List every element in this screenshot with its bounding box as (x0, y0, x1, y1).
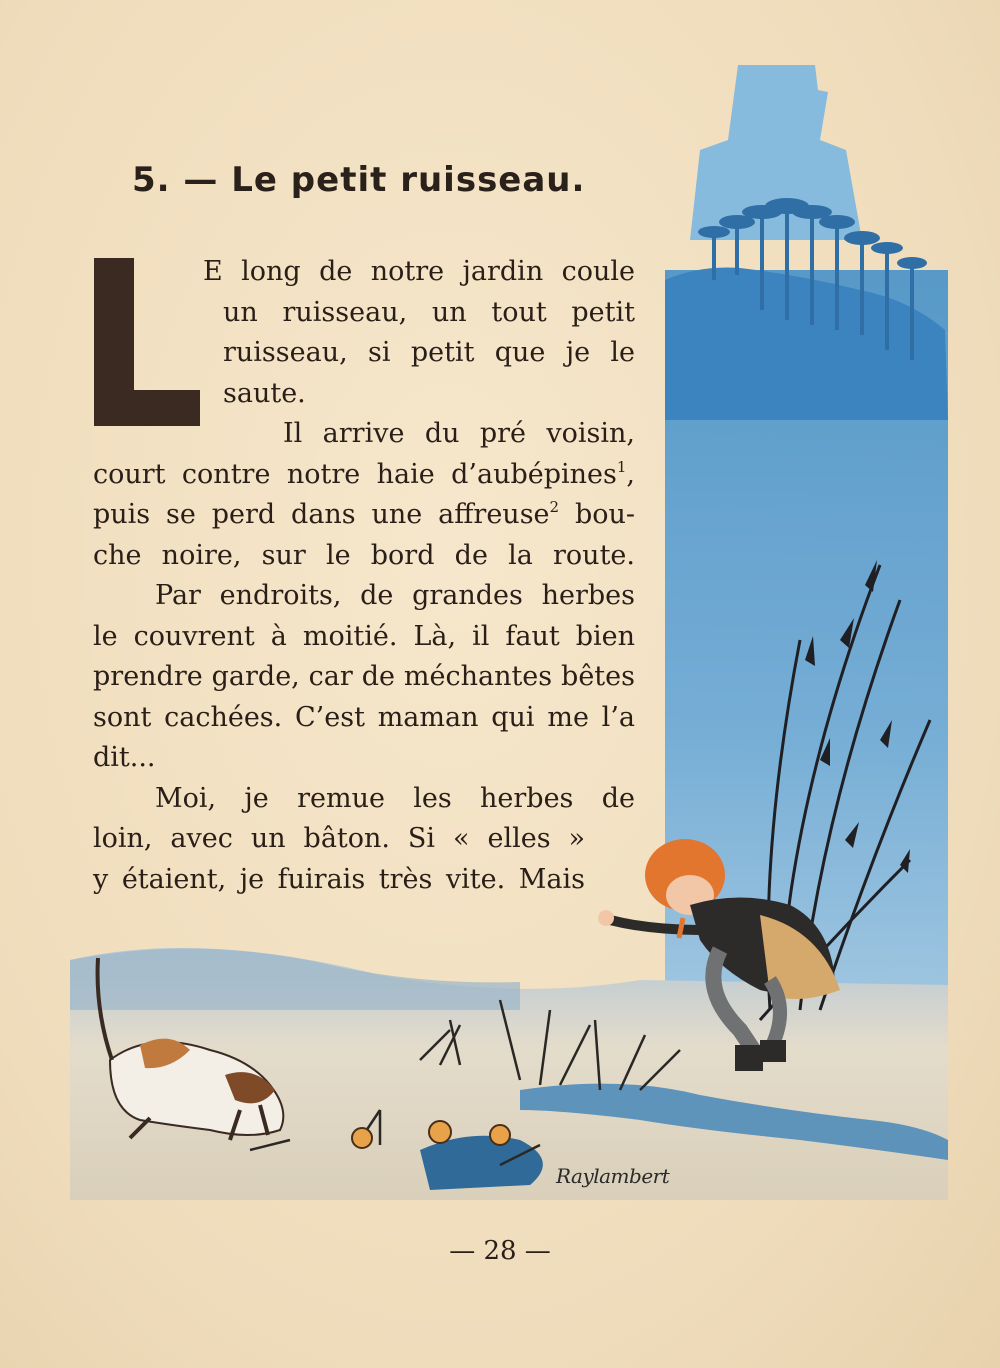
text-line: Il arrive du pré voisin, (283, 418, 635, 449)
page-number: — 28 — (449, 1236, 551, 1266)
text-line: prendre garde, car de méchantes bêtes (93, 661, 635, 692)
footnote-mark: 2 (549, 498, 560, 516)
chapter-title: 5. — Le petit ruisseau. (132, 160, 586, 200)
text-line: Par endroits, de grandes herbes (155, 580, 635, 611)
text-line: loin, avec un bâton. Si « elles » (93, 823, 585, 854)
text-line: court contre notre haie d’aubépines$^1$, (93, 457, 635, 490)
text-line: ruisseau, si petit que je le (223, 337, 635, 368)
text-line: dit... (93, 742, 156, 773)
text-line: y étaient, je fuirais très vite. Mais (93, 863, 585, 895)
illustrator-signature: Raylambert (556, 1164, 670, 1188)
text-line: un ruisseau, un tout petit (223, 296, 635, 328)
text-line: saute. (223, 377, 306, 409)
text-line-content: E long de notre jardin coule (203, 256, 635, 287)
text-line: sont cachées. C’est maman qui me l’a (93, 701, 635, 733)
text-line: Moi, je remue les herbes de (155, 782, 635, 814)
footnote-mark: 1 (616, 457, 627, 476)
text-line: puis se perd dans une affreuse$^2$ bou- (93, 498, 635, 530)
text-line: che noire, sur le bord de la route. (93, 539, 635, 571)
text-line (93, 252, 635, 293)
text-line: le couvrent à moitié. Là, il faut bien (93, 620, 635, 652)
story-text (93, 252, 635, 900)
